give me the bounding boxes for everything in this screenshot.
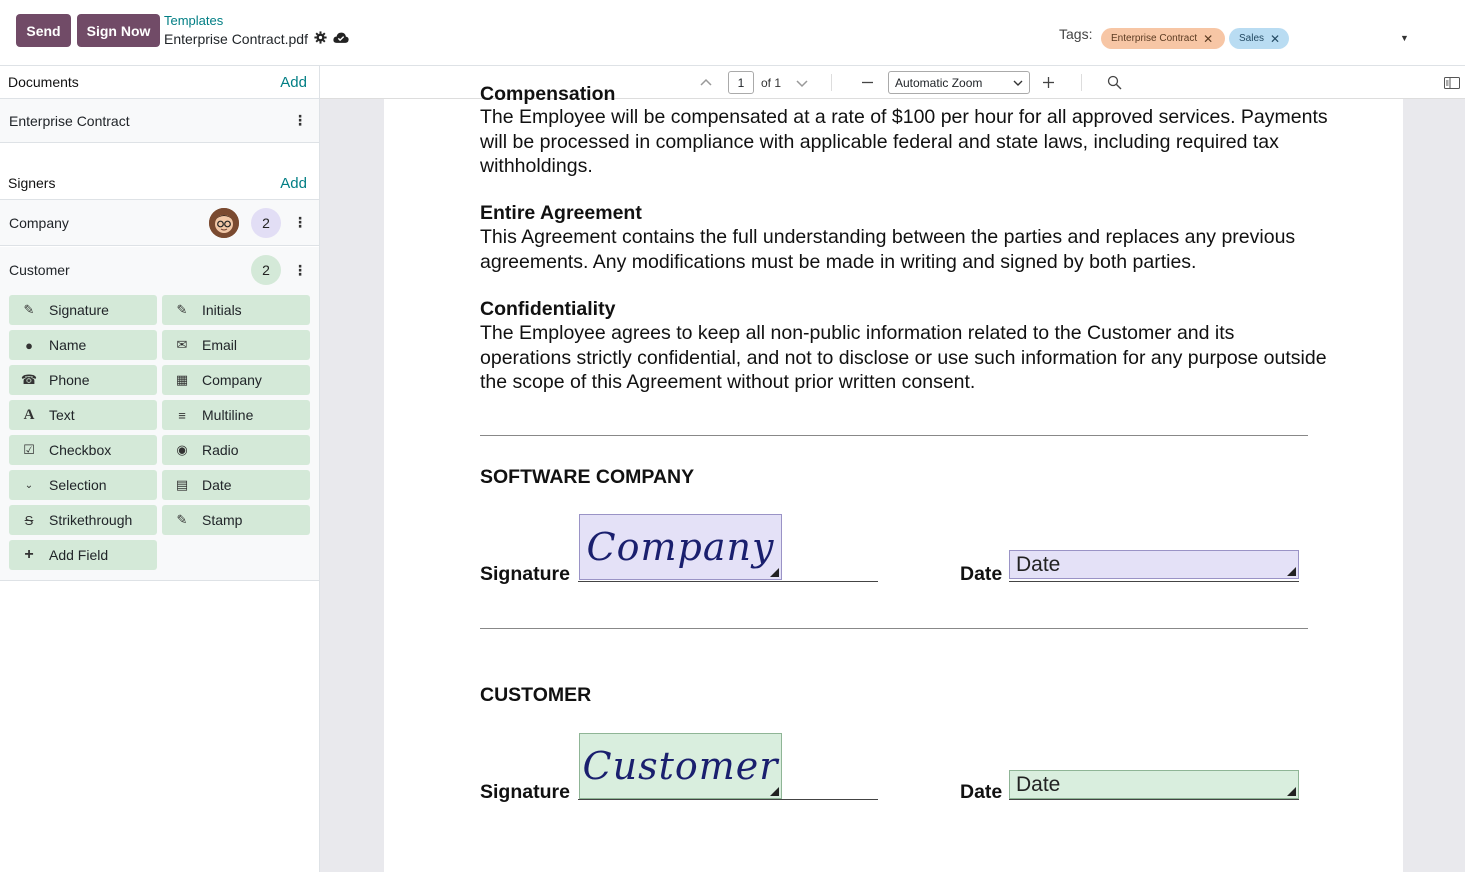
tag-label: Sales (1239, 33, 1265, 44)
document-item[interactable] (0, 99, 319, 143)
field-multiline[interactable] (162, 400, 310, 430)
field-label: Company (202, 372, 262, 388)
field-selection[interactable] (9, 470, 157, 500)
field-label: Stamp (202, 512, 243, 528)
signer-row-company[interactable] (0, 200, 319, 246)
field-label: Add Field (49, 547, 109, 563)
add-signer-button[interactable]: Add (280, 174, 307, 192)
field-checkbox[interactable] (9, 435, 157, 465)
field-label: Strikethrough (49, 512, 133, 528)
breadcrumb-templates[interactable]: Templates (164, 13, 224, 28)
field-label: Multiline (202, 407, 254, 423)
pdf-date-label: Date (960, 781, 1003, 803)
pdf-viewer[interactable] (320, 83, 1465, 872)
field-label: Checkbox (49, 442, 112, 458)
document-item-name: Enterprise Contract (9, 112, 130, 129)
send-button[interactable]: Send (16, 14, 71, 47)
date-line (1009, 799, 1299, 800)
date-field-text: Date (1016, 772, 1061, 796)
pdf-heading-confidentiality: Confidentiality (480, 298, 616, 320)
tags-dropdown-caret-icon[interactable]: ▼ (1400, 33, 1409, 43)
page-number-input[interactable]: 1 (728, 71, 754, 94)
signature-line (578, 799, 878, 800)
building-icon: ▦ (175, 372, 189, 387)
signer-row-customer[interactable] (0, 247, 319, 293)
field-label: Initials (202, 302, 242, 318)
field-strikethrough[interactable] (9, 505, 157, 535)
resize-handle-icon[interactable] (770, 787, 779, 796)
pencil-square-icon: ✎ (176, 512, 188, 527)
pencil-square-icon: ✎ (23, 302, 35, 317)
strikethrough-icon: S (24, 512, 34, 528)
signature-line (578, 581, 878, 582)
bars-icon: ≡ (178, 407, 186, 423)
document-name: Enterprise Contract.pdf (164, 31, 308, 47)
company-signature-field[interactable] (579, 514, 782, 580)
pdf-heading-compensation: Compensation (480, 83, 616, 105)
add-document-button[interactable]: Add (280, 73, 307, 91)
remove-tag-icon[interactable]: ✕ (1270, 31, 1281, 46)
signer-name: Customer (9, 262, 70, 278)
signers-title: Signers (8, 175, 56, 191)
add-field-button[interactable] (9, 540, 157, 570)
field-label: Phone (49, 372, 90, 388)
tag-label: Enterprise Contract (1111, 33, 1198, 44)
signers-header (0, 167, 319, 200)
calendar-icon: ▤ (175, 477, 189, 492)
font-icon: A (23, 406, 35, 423)
signer-field-count: 2 (251, 255, 281, 285)
cloud-check-icon (333, 31, 349, 47)
field-label: Text (49, 407, 75, 423)
gear-icon[interactable] (314, 31, 327, 47)
field-date[interactable] (162, 470, 310, 500)
customer-date-field[interactable] (1009, 770, 1299, 799)
envelope-icon: ✉ (176, 337, 188, 352)
field-radio[interactable] (162, 435, 310, 465)
field-phone[interactable] (9, 365, 157, 395)
company-date-field[interactable] (1009, 550, 1299, 579)
pencil-square-icon: ✎ (176, 302, 188, 317)
field-company[interactable] (162, 365, 310, 395)
user-icon: ● (25, 337, 33, 353)
field-name[interactable] (9, 330, 157, 360)
date-field-text: Date (1016, 552, 1061, 576)
field-email[interactable] (162, 330, 310, 360)
phone-icon: ☎ (20, 372, 38, 387)
pdf-section-customer: CUSTOMER (480, 684, 592, 706)
pdf-signature-label: Signature (480, 781, 570, 803)
signature-text: Company (586, 525, 775, 569)
pdf-page (384, 83, 1403, 872)
sidebar-toggle-icon[interactable] (1444, 66, 1460, 99)
remove-tag-icon[interactable]: ✕ (1203, 31, 1214, 46)
page-total: of 1 (761, 75, 782, 90)
documents-title: Documents (8, 74, 79, 90)
field-label: Name (49, 337, 87, 353)
resize-handle-icon[interactable] (1287, 787, 1296, 796)
field-label: Email (202, 337, 238, 353)
kebab-menu-icon[interactable]: ⋮ (293, 214, 307, 230)
pdf-heading-entire-agreement: Entire Agreement (480, 202, 642, 224)
documents-header (0, 66, 319, 99)
document-title (164, 31, 349, 47)
field-text[interactable] (9, 400, 157, 430)
plus-icon: + (24, 546, 34, 563)
pdf-section-software-company: SOFTWARE COMPANY (480, 466, 695, 488)
pdf-date-label: Date (960, 563, 1003, 585)
field-stamp[interactable] (162, 505, 310, 535)
pdf-divider (480, 435, 1308, 436)
customer-signature-field[interactable] (579, 733, 782, 799)
field-signature[interactable] (9, 295, 157, 325)
tags-label: Tags: (1059, 26, 1093, 42)
pdf-paragraph-confidentiality: The Employee agrees to keep all non-public information related to the Customer and its operations strictly confidential, and not to disclose or use such information for any purpose outside the scope of this Agreement without prior written consent. (480, 322, 1327, 393)
field-palette (0, 293, 319, 581)
top-bar (0, 0, 1465, 66)
resize-handle-icon[interactable] (1287, 567, 1296, 576)
tag-enterprise-contract (1101, 28, 1225, 49)
field-label: Signature (49, 302, 109, 318)
field-initials[interactable] (162, 295, 310, 325)
kebab-menu-icon[interactable]: ⋮ (293, 112, 307, 128)
field-label: Date (202, 477, 232, 493)
resize-handle-icon[interactable] (770, 568, 779, 577)
chevron-down-icon: ⌄ (24, 479, 34, 491)
field-label: Selection (49, 477, 107, 493)
pdf-paragraph-compensation: The Employee will be compensated at a rate of $100 per hour for all approved services. Payments will be processed in compliance with applicable federal and state laws, including required tax withholdings. (480, 106, 1328, 177)
kebab-menu-icon[interactable]: ⋮ (293, 261, 307, 278)
pdf-signature-label: Signature (480, 563, 570, 585)
check-square-icon: ☑ (23, 442, 35, 457)
signer-name: Company (9, 214, 69, 231)
radio-icon: ◉ (176, 442, 188, 457)
signature-text: Customer (582, 744, 779, 788)
signer-field-count: 2 (251, 208, 281, 238)
avatar (209, 208, 239, 238)
sidebar (0, 66, 320, 872)
sign-now-button[interactable]: Sign Now (77, 14, 160, 47)
pdf-divider (480, 628, 1308, 629)
tag-sales (1229, 28, 1289, 49)
zoom-value: Automatic Zoom (895, 75, 983, 90)
date-line (1009, 581, 1299, 582)
pdf-paragraph-entire-agreement: This Agreement contains the full understanding between the parties and replaces any previous agreements. Any modifications must be made in writing and signed by both parties. (480, 226, 1296, 273)
field-label: Radio (202, 442, 239, 458)
